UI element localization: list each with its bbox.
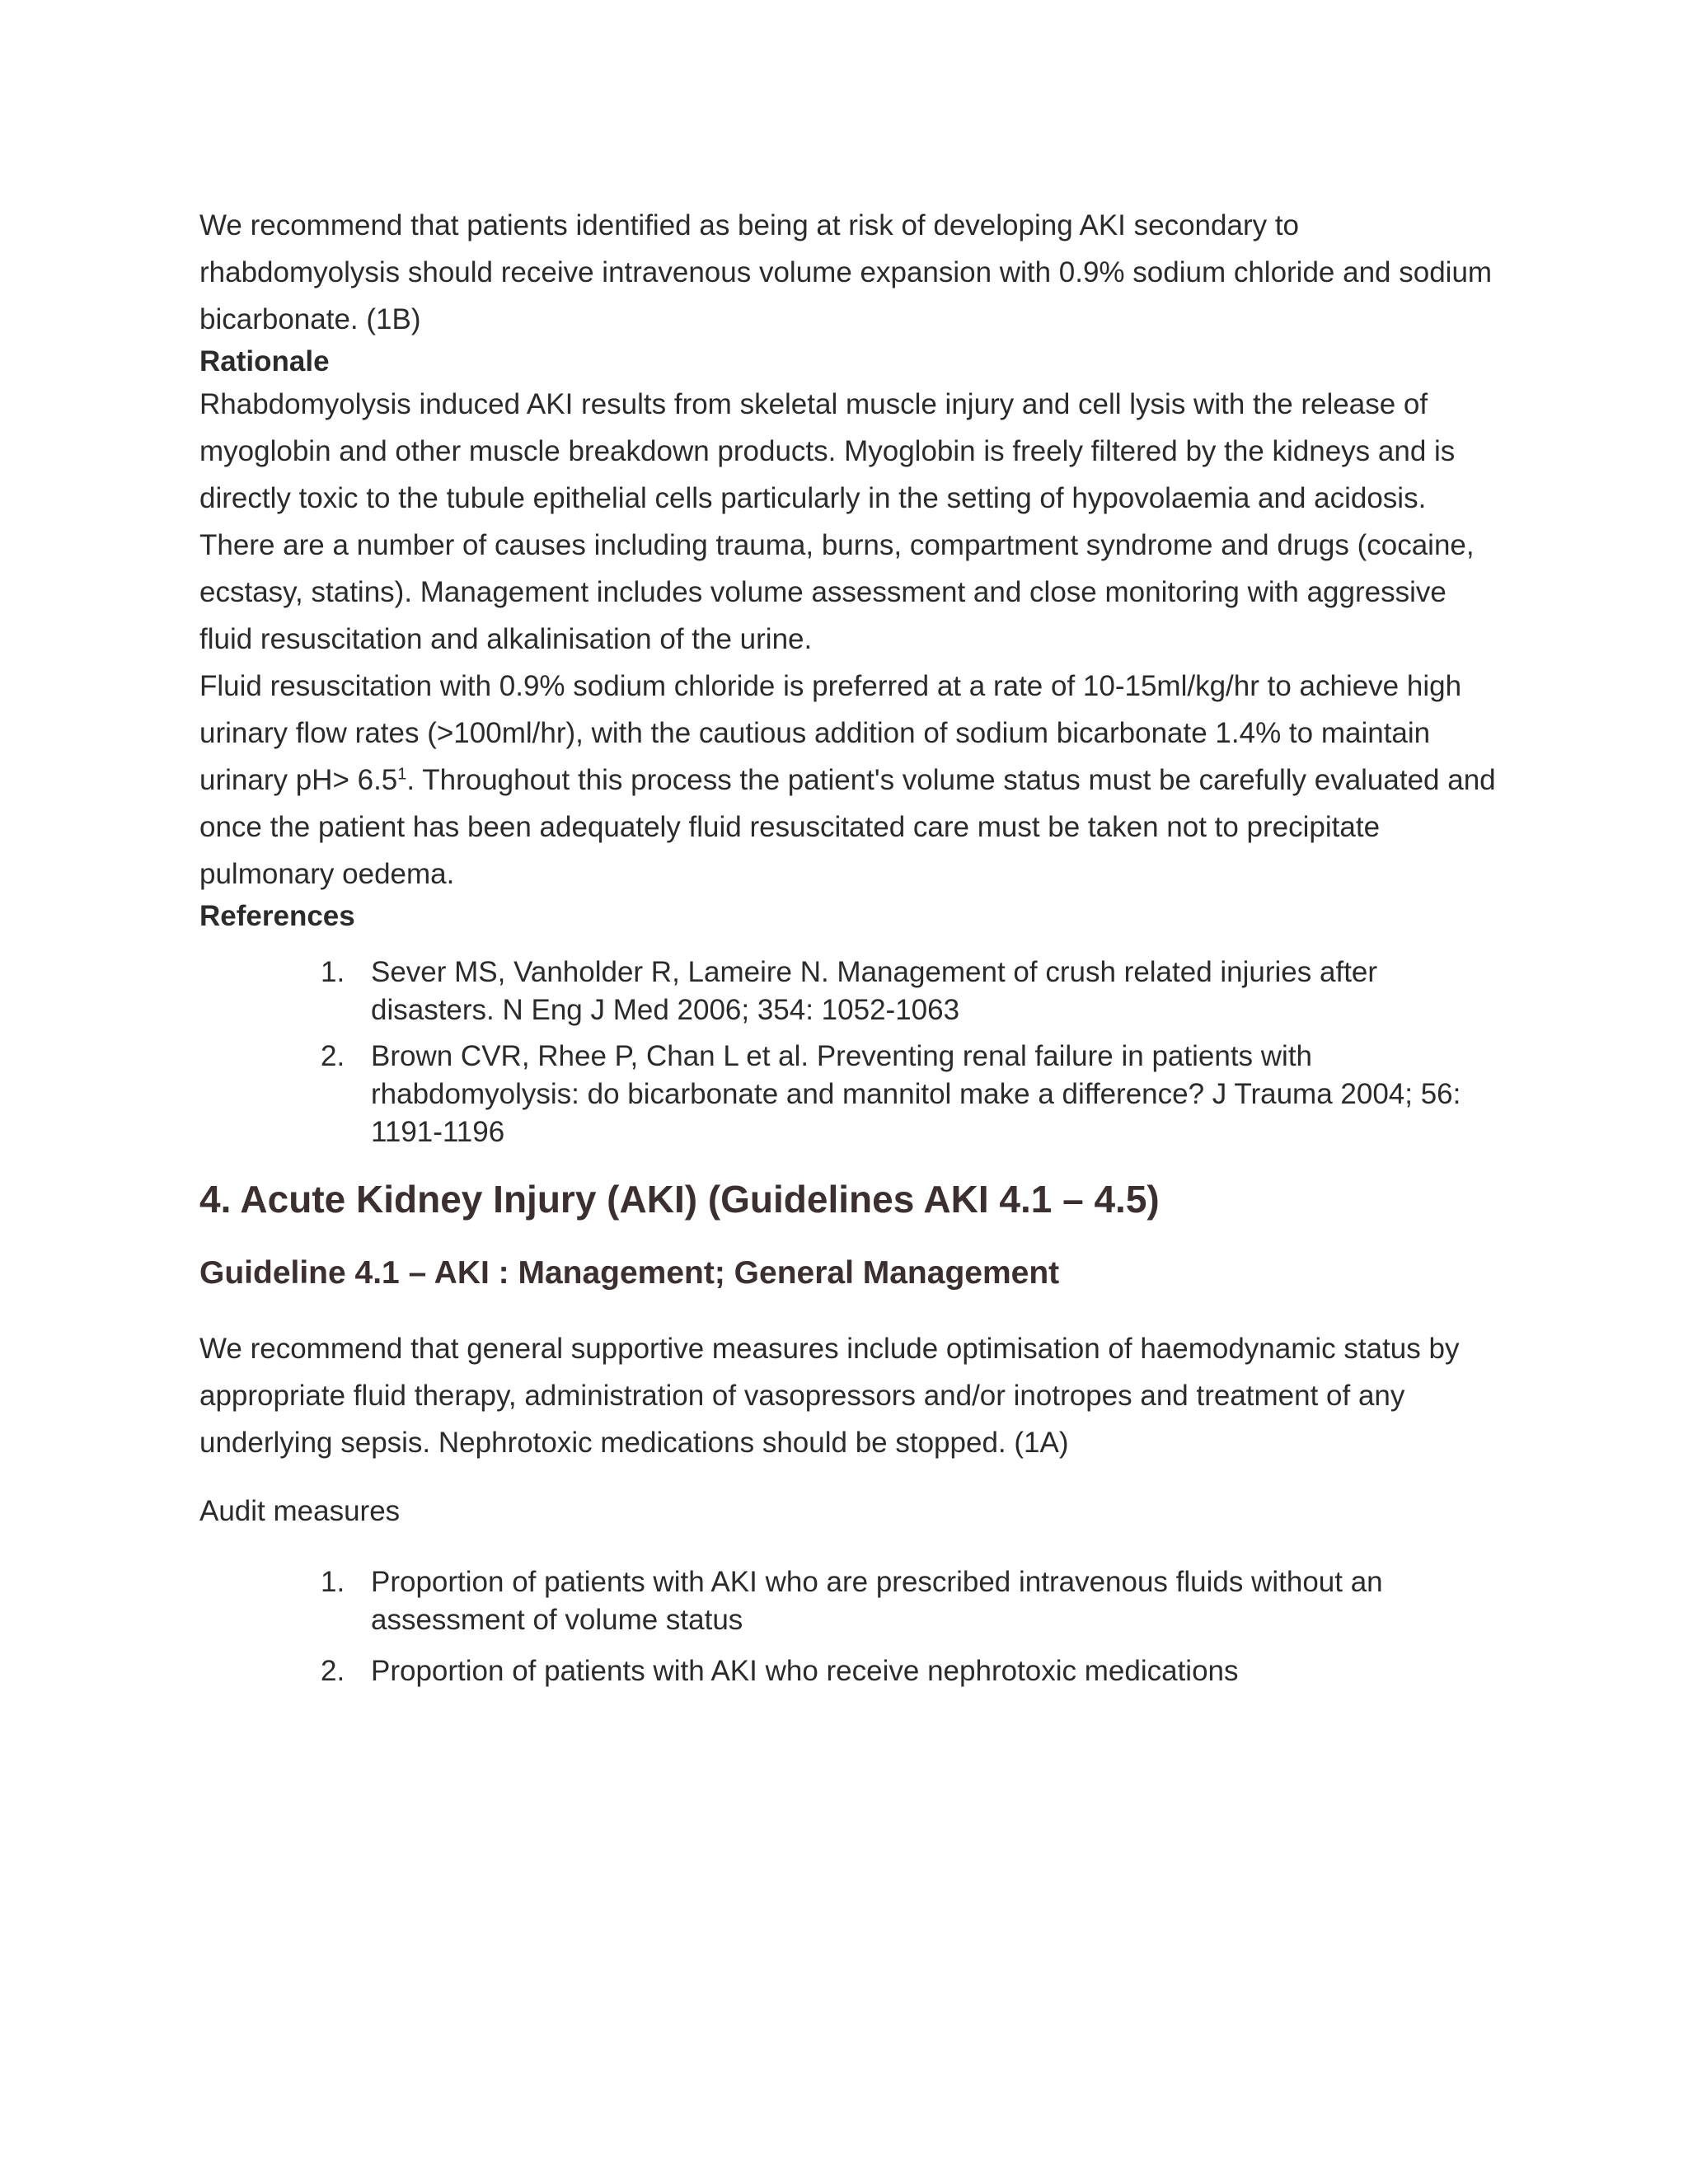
rationale-paragraph-2 [199, 663, 1502, 898]
audit-heading: Audit measures [199, 1495, 401, 1527]
guideline-heading: Guideline 4.1 – AKI : Management; General Management [199, 1255, 1060, 1291]
audit-item [199, 1563, 1502, 1639]
audit-number: 1. [321, 1566, 345, 1598]
section-heading: 4. Acute Kidney Injury (AKI) (Guidelines AKI 4.1 – 4.5) [199, 1178, 1160, 1221]
rationale-p2-text-b: . Throughout this process the patient's volume status must be carefully evaluated and once the patient has been adequately fluid resuscitated care must be taken not to precipitate pulmonary oedema. [199, 764, 1496, 890]
audit-text: Proportion of patients with AKI who are prescribed intravenous fluids without an assessment of volume status [371, 1566, 1383, 1636]
rationale-p2-text-a: Fluid resuscitation with 0.9% sodium chloride is preferred at a rate of 10-15ml/kg/hr to achieve high urinary flow rates (>100ml/hr), with the cautious addition of sodium bicarbonate 1.4% to maintain urinary pH> 6.5 [199, 670, 1462, 796]
audit-number: 2. [321, 1655, 345, 1687]
reference-number: 2. [321, 1040, 345, 1072]
audit-item [199, 1652, 1502, 1690]
reference-text: Sever MS, Vanholder R, Lameire N. Management of crush related injuries after disasters. N Eng J Med 2006; 354: 1052-1063 [371, 956, 1378, 1026]
reference-text: Brown CVR, Rhee P, Chan L et al. Preventing renal failure in patients with rhabdomyolysis: do bicarbonate and mannitol make a difference? J Trauma 2004; 56: 1191-1196 [371, 1040, 1461, 1148]
references-list [199, 954, 1502, 1151]
audit-list [199, 1563, 1502, 1690]
reference-item [199, 954, 1502, 1029]
rationale-paragraph-1: Rhabdomyolysis induced AKI results from skeletal muscle injury and cell lysis with the release of myoglobin and other muscle breakdown products. Myoglobin is freely filtered by the kidneys and is directly toxic to the tubule epithelial cells particularly in the setting of hypovolaemia and acidosis. There are a number of causes including trauma, burns, compartment syndrome and drugs (cocaine, ecstasy, statins). Management includes volume assessment and close monitoring with aggressive fluid resuscitation and alkalinisation of the urine. [199, 388, 1475, 655]
reference-number: 1. [321, 956, 345, 988]
references-heading: References [199, 900, 355, 932]
reference-item [199, 1038, 1502, 1151]
rationale-heading: Rationale [199, 345, 330, 377]
footnote-marker: 1 [397, 765, 407, 784]
recommendation-paragraph: We recommend that patients identified as being at risk of developing AKI secondary to rhabdomyolysis should receive intravenous volume expansion with 0.9% sodium chloride and sodium bicarbonate. (1B) [199, 209, 1493, 335]
document-page [199, 202, 1502, 1699]
audit-text: Proportion of patients with AKI who receive nephrotoxic medications [371, 1655, 1239, 1687]
recommendation-paragraph-2: We recommend that general supportive measures include optimisation of haemodynamic status by appropriate fluid therapy, administration of vasopressors and/or inotropes and treatment of any underlying sepsis. Nephrotoxic medications should be stopped. (1A) [199, 1333, 1460, 1459]
